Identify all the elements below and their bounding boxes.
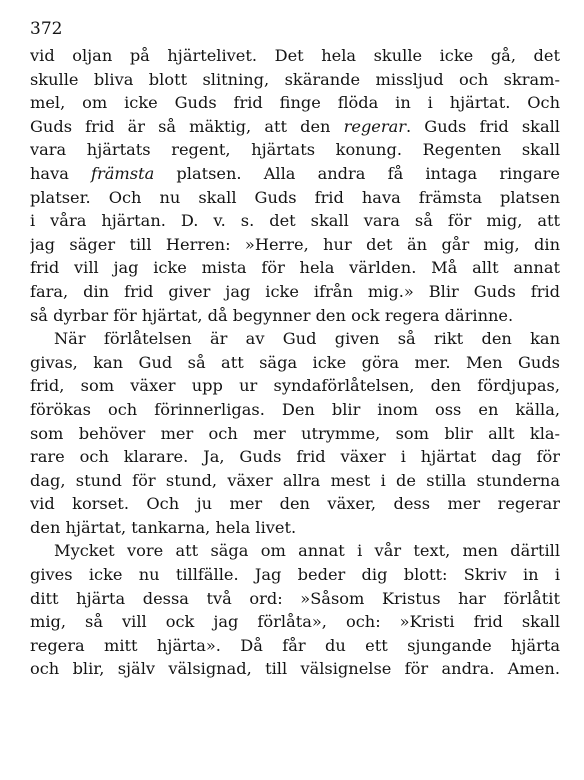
text-line: rare och klarare. Ja, Guds frid växer i hjärtat dag för xyxy=(30,447,560,467)
text-line: fara, din frid giver jag icke ifrån mig.» Blir Guds frid xyxy=(30,281,560,301)
text-line: vid oljan på hjärtelivet. Det hela skulle icke gå, det xyxy=(30,46,560,65)
text-line: När förlåtelsen är av Gud given så rikt den kan xyxy=(54,329,560,349)
text-line: jag säger till Herren: »Herre, hur det än går mig, din xyxy=(30,234,560,254)
text-line: den hjärtat, tankarna, hela livet. xyxy=(30,517,297,537)
text-line: dag, stund för stund, växer allra mest i de stilla stunderna xyxy=(30,470,560,490)
italic-word: regerar xyxy=(343,116,407,136)
text-line: regera mitt hjärta». Då får du ett sjungande hjärta xyxy=(30,635,560,655)
text-span: Guds frid är så mäktig, att den xyxy=(30,116,344,136)
text-line: frid vill jag icke mista för hela världen. Må allt annat xyxy=(30,258,560,278)
text-line: frid, som växer upp ur syndaförlåtelsen, den fördjupas, xyxy=(30,376,560,396)
text-line: platser. Och nu skall Guds frid hava främsta platsen xyxy=(30,187,560,207)
text-line: i våra hjärtan. D. v. s. det skall vara så för mig, att xyxy=(30,211,560,231)
book-page xyxy=(30,18,560,681)
page-number: 372 xyxy=(30,19,63,39)
text-line: mig, så vill ock jag förlåta», och: »Kristi frid skall xyxy=(30,612,560,632)
text-line: skulle bliva blott slitning, skärande misslјud och skram- xyxy=(30,69,560,89)
italic-word: främsta xyxy=(91,163,155,183)
text-line: vara hjärtats regent, hjärtats konung. Regenten skall xyxy=(30,140,560,160)
text-line xyxy=(30,115,560,139)
body-text xyxy=(30,44,560,681)
text-line: mel, om icke Guds frid finge flöda in i hjärtat. Och xyxy=(30,93,560,113)
text-line: vid korset. Och ju mer den växer, dess mer regerar xyxy=(30,494,560,514)
text-span: platsen. Alla andra få intaga ringare xyxy=(154,163,560,183)
text-span: hava xyxy=(30,163,92,183)
text-line: förökas och förinnerligas. Den blir inom oss en källa, xyxy=(30,399,560,419)
text-line: ditt hjärta dessa två ord: »Såsom Kristus har förlåtit xyxy=(30,588,560,608)
text-span: . Guds frid skall xyxy=(406,116,560,136)
text-line: som behöver mer och mer utrymme, som blir allt kla- xyxy=(30,423,560,443)
text-line: och blir, själv välsignad, till välsignelse för andra. Amen. xyxy=(30,659,560,679)
text-line: gives icke nu tillfälle. Jag beder dig blott: Skriv in i xyxy=(30,565,560,585)
text-line xyxy=(30,162,560,186)
text-line: så dyrbar för hjärtat, då begynner den ock regera därinne. xyxy=(30,305,514,325)
text-line: givas, kan Gud så att säga icke göra mer. Men Guds xyxy=(30,352,560,372)
text-line: Mycket vore att säga om annat i vår text, men därtill xyxy=(54,541,560,561)
